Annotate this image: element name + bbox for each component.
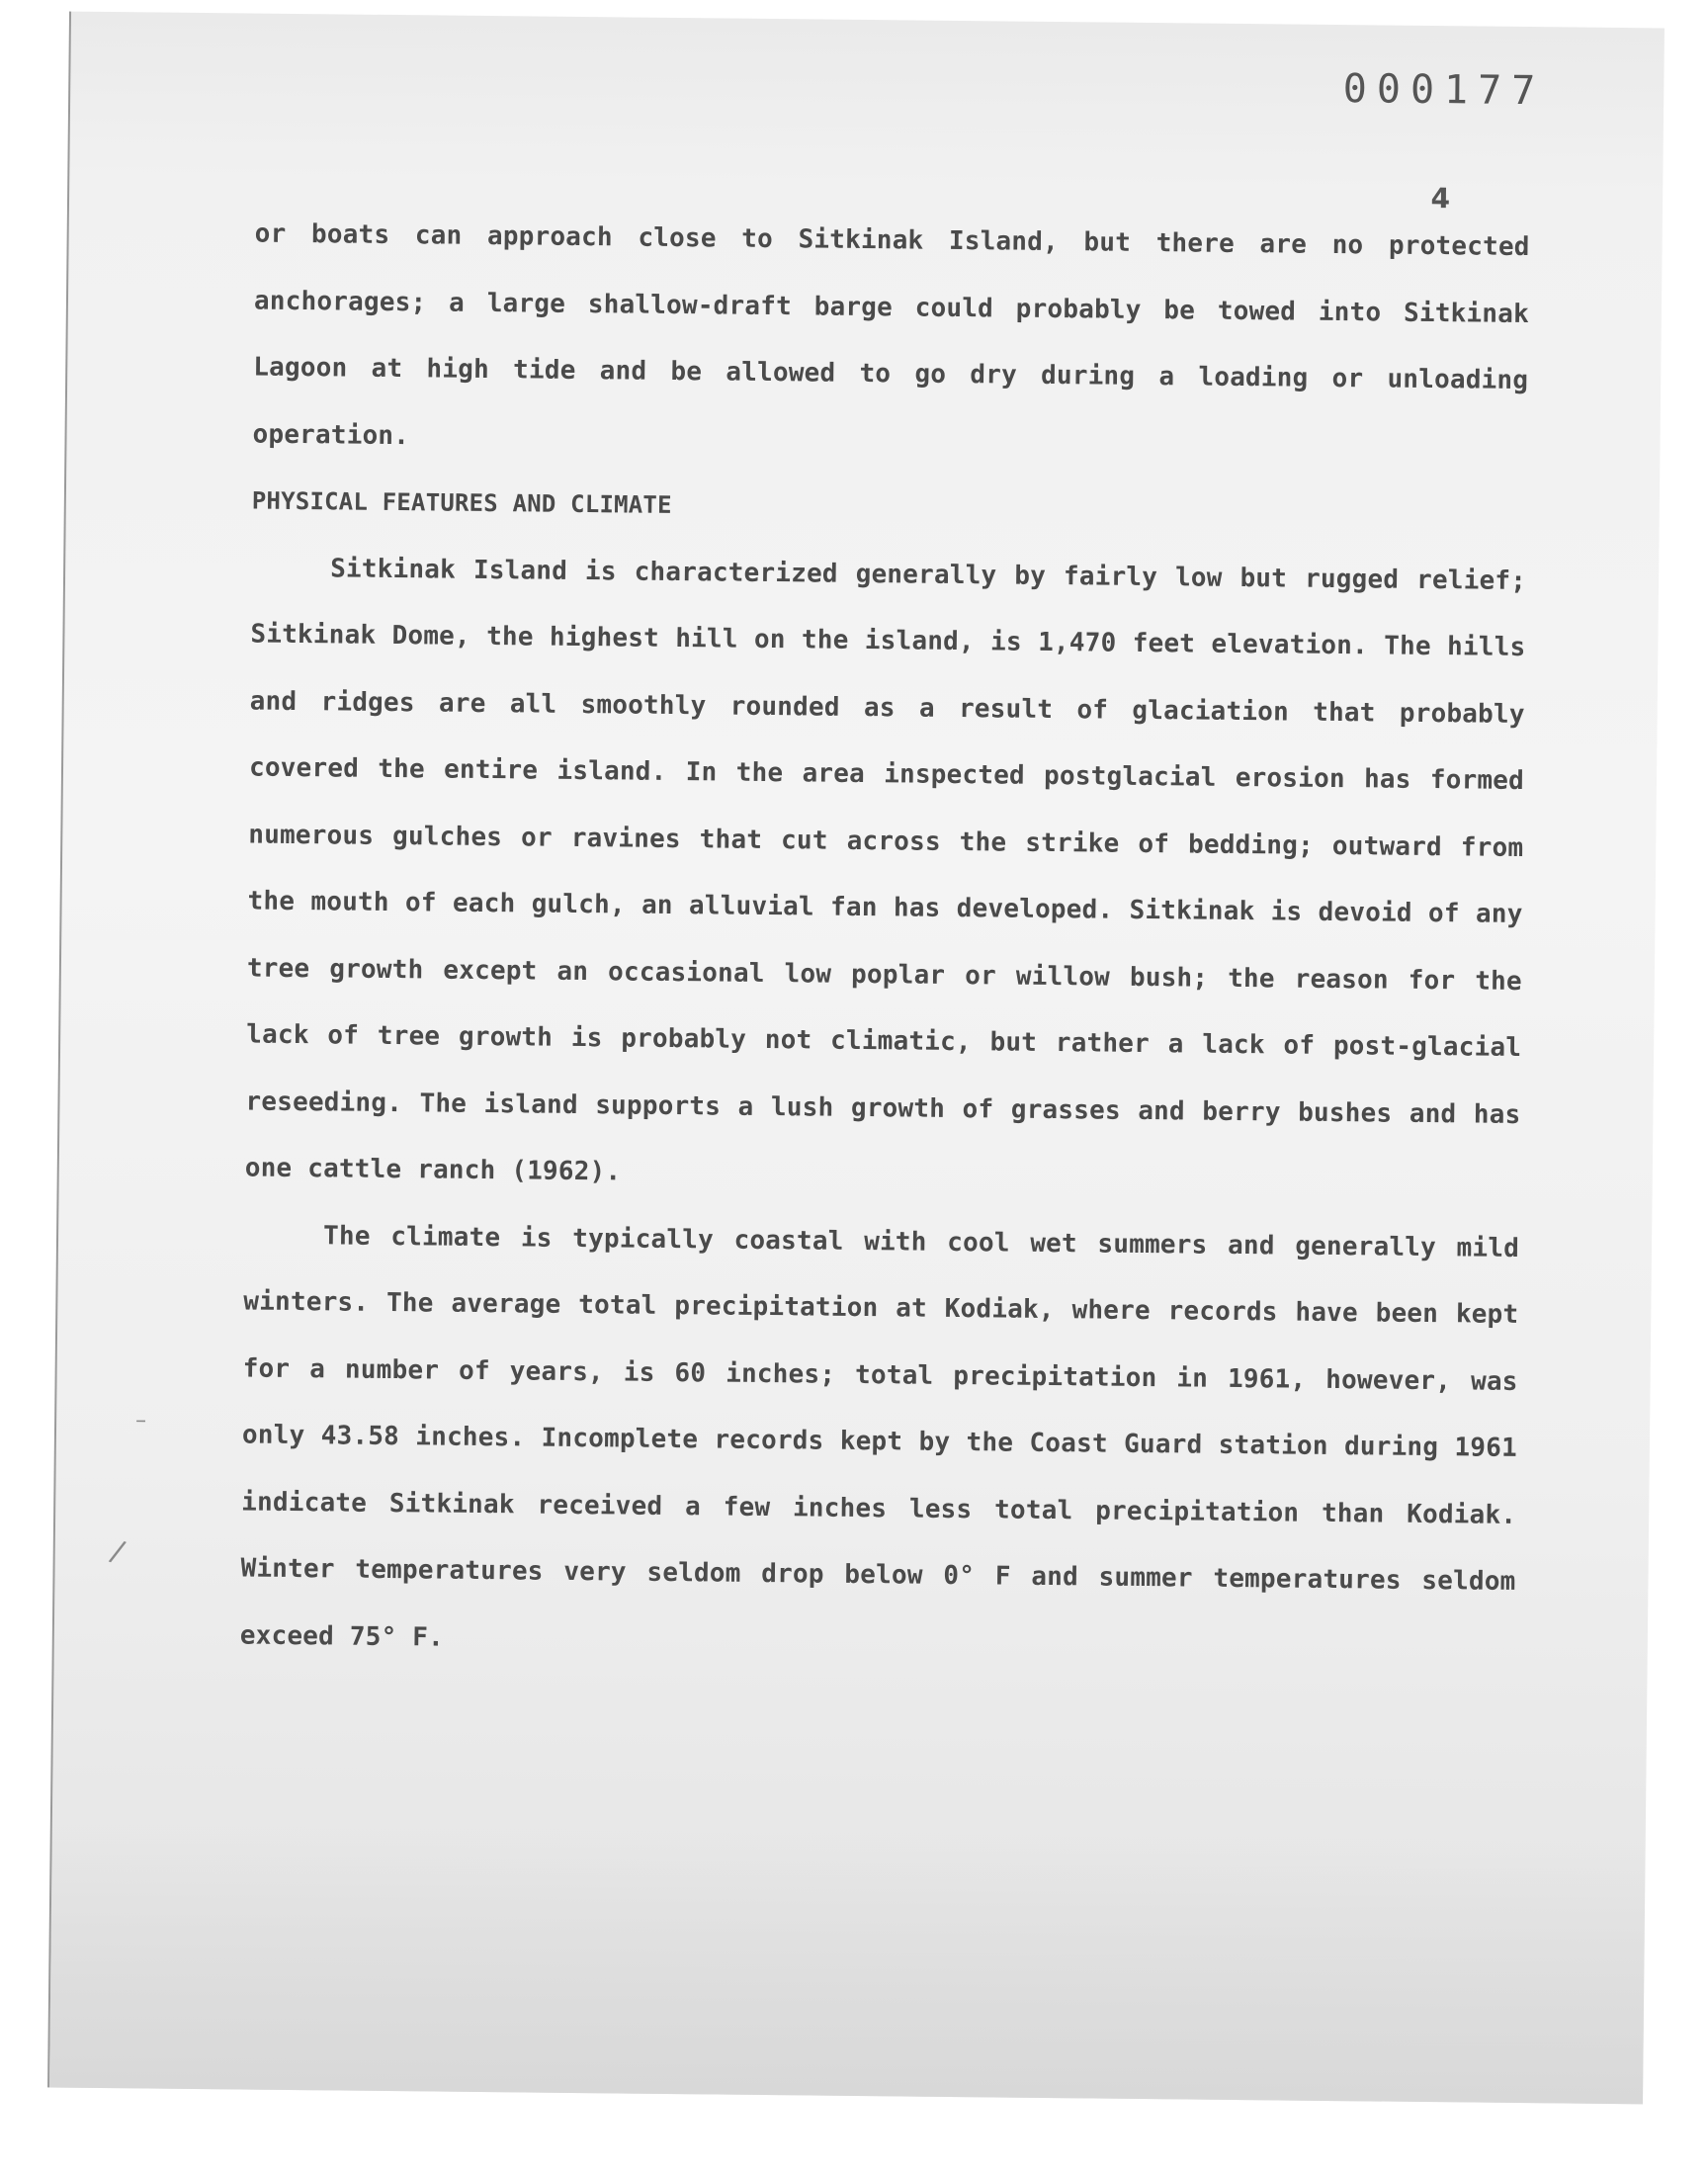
features-paragraph: Sitkinak Island is characterized generally by fairly low but rugged relief; Sitkinak Dome, the highest hill on the island, is 1,470 feet elevation. The hills and ridges are all smoothly rounded as a result of glaciation that probably covered the entire island. In the area inspected postglacial erosion has formed numerous gulches or ravines that cut across the strike of bedding; outward from the mouth of each gulch, an alluvial fan has developed. Sitkinak is devoid of any tree growth except an occasional low poplar or willow bush; the reason for the lack of tree growth is probably not climatic, but rather a lack of post-glacial reseeding. The island supports a lush growth of grasses and berry bushes and has one cattle ranch (1962). [244, 553, 1527, 1187]
intro-paragraph: or boats can approach close to Sitkinak Island, but there are no protected anchorages; a large shallow-draft barge could probably be towed into Sitkinak Lagoon at high tide and be allowed to go dry during a loading or unloading operation. [252, 218, 1530, 451]
document-body [239, 202, 1529, 1683]
paper-sheet [47, 12, 1665, 2105]
section-heading: PHYSICAL FEATURES AND CLIMATE [251, 486, 672, 519]
document-stamp-number: 000177 [1342, 66, 1546, 115]
climate-paragraph: The climate is typically coastal with cool wet summers and generally mild winters. The average total precipitation at Kodiak, where records have been kept for a number of years, is 60 inches; total precipitation in 1961, however, was only 43.58 inches. Incomplete records kept by the Coast Guard station during 1961 indicate Sitkinak received a few inches less total precipitation than Kodiak. Winter temperatures very seldom drop below 0° F and summer temperatures seldom exceed 75° F. [239, 1220, 1520, 1653]
margin-dash-mark: – [134, 1408, 147, 1434]
margin-slash-mark: / [106, 1533, 128, 1570]
page-number: 4 [1430, 181, 1451, 216]
